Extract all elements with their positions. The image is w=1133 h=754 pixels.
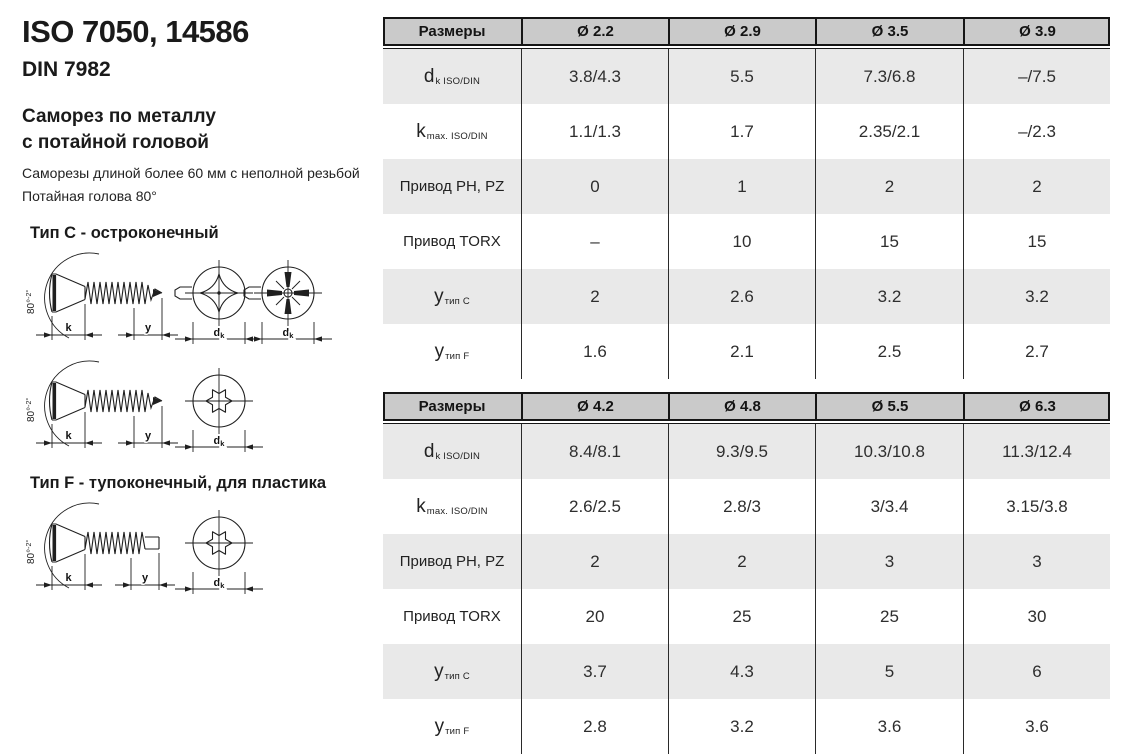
table-cell: 2.1 — [668, 324, 815, 379]
table-cell: 3.6 — [963, 699, 1110, 754]
row-label-text: Привод PH, PZ — [399, 178, 505, 195]
product-name — [22, 104, 216, 155]
row-label-symbol: d — [423, 440, 435, 462]
screw-side-view — [25, 361, 162, 446]
description-line2: Потайная голова 80° — [22, 188, 157, 204]
table-cell: 2.6 — [668, 269, 815, 324]
torx-recess-view — [175, 510, 263, 594]
table-cell: 7.3/6.8 — [815, 49, 963, 104]
angle-label: 80°$^{-2^\circ}$ — [26, 539, 37, 564]
table-cell: 1.6 — [521, 324, 668, 379]
type-c-drawing-ph-pz — [22, 248, 340, 353]
k-dim-label: k — [65, 572, 72, 584]
table-cell: 1.1/1.3 — [521, 104, 668, 159]
table-cell: –/2.3 — [963, 104, 1110, 159]
row-label-text: Привод TORX — [403, 233, 501, 250]
table-cell: 3/3.4 — [815, 479, 963, 534]
table-cell: 3.2 — [668, 699, 815, 754]
table-cell: 10.3/10.8 — [815, 424, 963, 479]
row-label-symbol: y — [434, 715, 445, 737]
row-label-subscript: тип C — [444, 671, 470, 682]
table-row — [383, 589, 1110, 644]
row-label — [383, 214, 521, 269]
table-row — [383, 424, 1110, 479]
column-header-diameter: Ø 6.3 — [963, 392, 1110, 421]
dk-dim-label: dk — [282, 327, 294, 340]
row-label-text: Привод PH, PZ — [399, 553, 505, 570]
row-label — [383, 699, 521, 754]
table-cell: 2 — [521, 534, 668, 589]
torx-recess-view — [175, 368, 263, 452]
k-dim-label: k — [65, 322, 72, 334]
table-cell: 5.5 — [668, 49, 815, 104]
table-row — [383, 479, 1110, 534]
din-subtitle: DIN 7982 — [22, 58, 111, 81]
table-cell: 2 — [963, 159, 1110, 214]
column-header-diameter: Ø 4.8 — [668, 392, 815, 421]
dimension-table — [383, 17, 1110, 379]
table-row — [383, 269, 1110, 324]
table-header-row — [383, 17, 1110, 46]
table-cell: 6 — [963, 644, 1110, 699]
product-name-line2: с потайной головой — [22, 131, 209, 153]
row-label-symbol: y — [434, 340, 445, 362]
column-header-diameter: Ø 3.9 — [963, 17, 1110, 46]
table-cell: 2.6/2.5 — [521, 479, 668, 534]
row-label-subscript: max. ISO/DIN — [426, 131, 488, 142]
row-label-subscript: k ISO/DIN — [435, 76, 481, 87]
row-label — [383, 534, 521, 589]
dk-dim-label: dk — [213, 435, 225, 448]
table-cell: 2 — [521, 269, 668, 324]
tables-area — [383, 17, 1110, 754]
row-label — [383, 424, 521, 479]
table-cell: 3.6 — [815, 699, 963, 754]
table-row — [383, 104, 1110, 159]
type-c-title: Тип C - остроконечный — [30, 224, 219, 242]
product-name-line1: Саморез по металлу — [22, 106, 216, 127]
table-cell: 3.2 — [815, 269, 963, 324]
column-header-diameter: Ø 3.5 — [815, 17, 963, 46]
table-cell: 15 — [963, 214, 1110, 269]
y-dim-label: y — [144, 430, 152, 442]
table-cell: 2.5 — [815, 324, 963, 379]
table-cell: 9.3/9.5 — [668, 424, 815, 479]
row-label — [383, 269, 521, 324]
header-sizes-label: Размеры — [418, 23, 486, 40]
screw-side-view — [25, 253, 162, 338]
page-title: ISO 7050, 14586 — [22, 14, 249, 49]
table-cell: 15 — [815, 214, 963, 269]
k-dim-label: k — [65, 430, 72, 442]
row-label-subscript: тип F — [445, 726, 470, 737]
table-cell: – — [521, 214, 668, 269]
table-body — [383, 49, 1110, 379]
table-row — [383, 49, 1110, 104]
type-f-title: Тип F - тупоконечный, для пластика — [30, 474, 327, 492]
row-label-subscript: тип F — [445, 351, 470, 362]
table-cell: 11.3/12.4 — [963, 424, 1110, 479]
table-cell: 3 — [815, 534, 963, 589]
table-row — [383, 644, 1110, 699]
type-c-drawing-torx — [22, 356, 267, 461]
dk-dim-label: dk — [213, 577, 225, 590]
dk-dim-label: dk — [213, 327, 225, 340]
table-cell: 2.7 — [963, 324, 1110, 379]
header-sizes-label: Размеры — [418, 398, 486, 415]
row-label-subscript: k ISO/DIN — [435, 451, 481, 462]
row-label-symbol: y — [434, 285, 444, 307]
ph-recess-view — [175, 260, 263, 344]
dimension-table — [383, 392, 1110, 754]
column-header-diameter: Ø 5.5 — [815, 392, 963, 421]
row-label-text: Привод TORX — [403, 608, 501, 625]
y-dim-label: y — [141, 572, 149, 584]
table-body — [383, 424, 1110, 754]
column-header-diameter: Ø 4.2 — [521, 392, 668, 421]
row-label — [383, 324, 521, 379]
row-label-symbol: y — [434, 660, 444, 682]
dimension-y — [118, 298, 178, 340]
table-cell: 10 — [668, 214, 815, 269]
angle-label: 80°$^{-2^\circ}$ — [26, 397, 37, 422]
table-cell: 8.4/8.1 — [521, 424, 668, 479]
table-cell: 20 — [521, 589, 668, 644]
row-label — [383, 644, 521, 699]
row-label — [383, 104, 521, 159]
table-cell: 4.3 — [668, 644, 815, 699]
dimension-y — [115, 553, 175, 590]
row-label-subscript: тип C — [444, 296, 470, 307]
description-line1: Саморезы длиной более 60 мм с неполной резьбой — [22, 165, 360, 181]
table-cell: 30 — [963, 589, 1110, 644]
table-cell: 25 — [668, 589, 815, 644]
table-cell: 1.7 — [668, 104, 815, 159]
table-cell: 1 — [668, 159, 815, 214]
table-cell: 0 — [521, 159, 668, 214]
table-header-row — [383, 392, 1110, 421]
table-cell: 2.35/2.1 — [815, 104, 963, 159]
row-label — [383, 589, 521, 644]
column-header-diameter: Ø 2.9 — [668, 17, 815, 46]
table-cell: 2.8/3 — [668, 479, 815, 534]
table-cell: 25 — [815, 589, 963, 644]
row-label — [383, 479, 521, 534]
row-label — [383, 49, 521, 104]
row-label-symbol: d — [423, 65, 435, 87]
table-row — [383, 214, 1110, 269]
dimension-y — [118, 406, 178, 448]
y-dim-label: y — [144, 322, 152, 334]
table-row — [383, 699, 1110, 754]
table-cell: 5 — [815, 644, 963, 699]
table-cell: 3.7 — [521, 644, 668, 699]
table-cell: 3.15/3.8 — [963, 479, 1110, 534]
table-cell: 2.8 — [521, 699, 668, 754]
row-label — [383, 159, 521, 214]
row-label-symbol: k — [416, 495, 426, 517]
table-row — [383, 534, 1110, 589]
table-row — [383, 324, 1110, 379]
pz-recess-view — [244, 260, 332, 344]
row-label-symbol: k — [416, 120, 426, 142]
column-header-diameter: Ø 2.2 — [521, 17, 668, 46]
table-cell: 2 — [815, 159, 963, 214]
table-row — [383, 159, 1110, 214]
table-cell: 3.2 — [963, 269, 1110, 324]
table-cell: 2 — [668, 534, 815, 589]
table-cell: 3 — [963, 534, 1110, 589]
screw-side-view — [25, 503, 159, 588]
table-cell: –/7.5 — [963, 49, 1110, 104]
left-panel — [22, 0, 374, 753]
type-f-drawing-torx — [22, 498, 267, 603]
row-label-subscript: max. ISO/DIN — [426, 506, 488, 517]
angle-label: 80°$^{-2^\circ}$ — [26, 289, 37, 314]
table-cell: 3.8/4.3 — [521, 49, 668, 104]
